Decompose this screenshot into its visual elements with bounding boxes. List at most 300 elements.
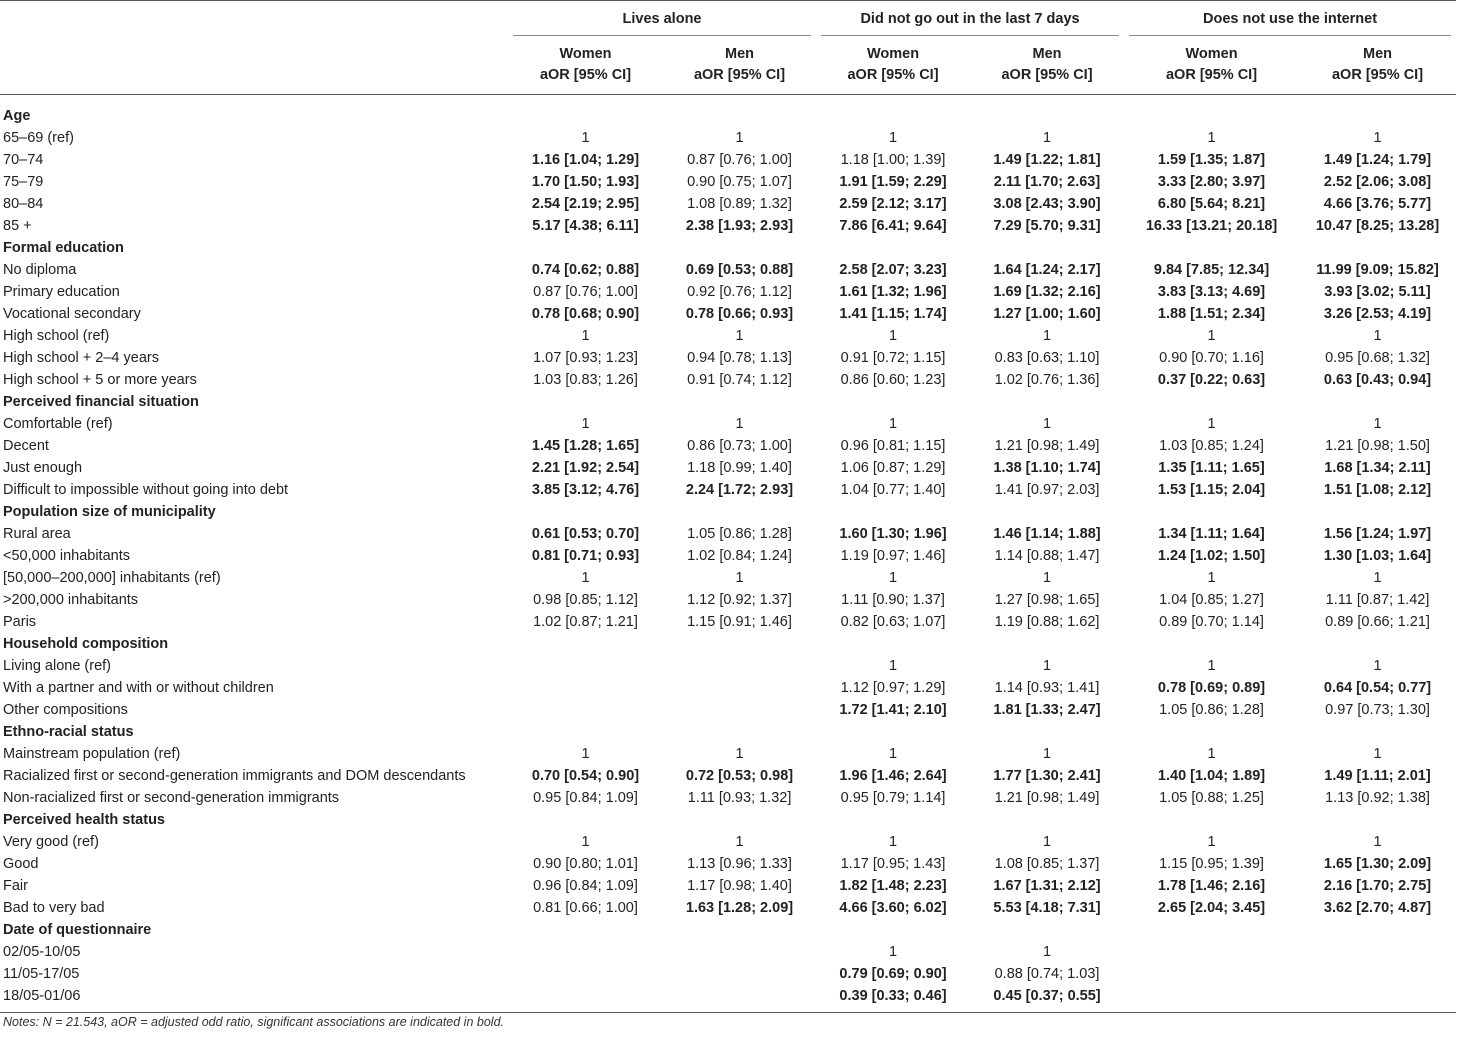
section-header-row xyxy=(0,721,1456,743)
row-label: >200,000 inhabitants xyxy=(3,592,139,608)
value-cell: 1.72 [1.41; 2.10] xyxy=(839,702,947,718)
subcolumn-header xyxy=(816,36,970,95)
value-cell: 0.91 [0.74; 1.12] xyxy=(687,372,792,388)
value-cell: 0.78 [0.69; 0.89] xyxy=(1157,680,1266,696)
group-header-lives-alone xyxy=(508,1,816,37)
value-cell: 1 xyxy=(1373,130,1382,146)
value-cell: 1.13 [0.92; 1.38] xyxy=(1325,790,1430,806)
value-cell: 1 xyxy=(1373,416,1382,432)
value-cell: 1 xyxy=(735,746,744,762)
value-cell: 1.08 [0.85; 1.37] xyxy=(994,856,1100,872)
subcolumn-header xyxy=(1124,36,1299,95)
table-body xyxy=(0,95,1456,1013)
value-cell xyxy=(1124,985,1299,1007)
table-row xyxy=(0,303,1456,325)
row-label: High school + 2–4 years xyxy=(3,350,159,366)
value-cell: 3.33 [2.80; 3.97] xyxy=(1157,174,1266,190)
value-cell: 1 xyxy=(1207,570,1216,586)
value-cell: 2.52 [2.06; 3.08] xyxy=(1323,174,1432,190)
subcolumn-sex: Women xyxy=(866,46,920,62)
table-row xyxy=(0,941,1456,963)
value-cell: 3.93 [3.02; 5.11] xyxy=(1324,284,1431,300)
value-cell: 1.18 [0.99; 1.40] xyxy=(687,460,792,476)
value-cell: 1.03 [0.85; 1.24] xyxy=(1159,438,1264,454)
value-cell: 16.33 [13.21; 20.18] xyxy=(1145,218,1278,234)
value-cell: 1.24 [1.02; 1.50] xyxy=(1157,548,1266,564)
value-cell: 1 xyxy=(888,658,898,674)
value-cell: 0.83 [0.63; 1.10] xyxy=(994,350,1100,366)
table-row xyxy=(0,589,1456,611)
label-column-header xyxy=(0,36,508,95)
value-cell: 0.70 [0.54; 0.90] xyxy=(531,768,640,784)
value-cell: 1.69 [1.32; 2.16] xyxy=(993,284,1101,300)
bottom-rule xyxy=(0,1007,1456,1013)
group-label: Did not go out in the last 7 days xyxy=(821,3,1119,36)
value-cell: 3.85 [3.12; 4.76] xyxy=(531,482,640,498)
value-cell: 0.78 [0.66; 0.93] xyxy=(685,306,794,322)
value-cell: 0.37 [0.22; 0.63] xyxy=(1157,372,1266,388)
value-cell: 0.92 [0.76; 1.12] xyxy=(687,284,792,300)
value-cell: 3.08 [2.43; 3.90] xyxy=(993,196,1101,212)
table-row xyxy=(0,897,1456,919)
row-label: Comfortable (ref) xyxy=(3,416,113,432)
value-cell: 1 xyxy=(1207,834,1216,850)
subcolumn-sex: Women xyxy=(559,46,612,62)
row-label: With a partner and with or without children xyxy=(3,680,274,696)
value-cell: 2.11 [1.70; 2.63] xyxy=(993,174,1101,190)
section-title: Household composition xyxy=(3,636,169,652)
group-header-no-internet xyxy=(1124,1,1456,37)
value-cell: 1.60 [1.30; 1.96] xyxy=(839,526,947,542)
value-cell: 0.64 [0.54; 0.77] xyxy=(1323,680,1432,696)
row-label: Decent xyxy=(3,438,49,454)
value-cell: 2.21 [1.92; 2.54] xyxy=(531,460,640,476)
value-cell: 0.69 [0.53; 0.88] xyxy=(685,262,794,278)
table-row xyxy=(0,545,1456,567)
subcolumn-sex: Men xyxy=(1363,46,1393,62)
row-label: Mainstream population (ref) xyxy=(3,746,181,762)
subcolumn-measure: aOR [95% CI] xyxy=(539,67,632,83)
value-cell: 6.80 [5.64; 8.21] xyxy=(1157,196,1266,212)
value-cell: 1.59 [1.35; 1.87] xyxy=(1157,152,1266,168)
value-cell: 0.72 [0.53; 0.98] xyxy=(685,768,794,784)
value-cell: 1.05 [0.86; 1.28] xyxy=(1159,702,1264,718)
table-row xyxy=(0,127,1456,149)
value-cell: 1.21 [0.98; 1.49] xyxy=(994,790,1100,806)
value-cell: 5.17 [4.38; 6.11] xyxy=(532,218,639,234)
value-cell xyxy=(508,941,663,963)
table-notes: Notes: N = 21.543, aOR = adjusted odd ratio, significant associations are indicated in bold. xyxy=(3,1015,504,1029)
section-header-row xyxy=(0,391,1456,413)
value-cell: 1 xyxy=(581,746,590,762)
value-cell: 0.95 [0.84; 1.09] xyxy=(533,790,638,806)
value-cell: 0.89 [0.66; 1.21] xyxy=(1325,614,1430,630)
value-cell: 1 xyxy=(735,328,744,344)
value-cell: 1 xyxy=(888,570,898,586)
value-cell: 1 xyxy=(888,944,898,960)
value-cell: 1.17 [0.95; 1.43] xyxy=(840,856,946,872)
value-cell: 1 xyxy=(1207,658,1216,674)
value-cell: 1.27 [0.98; 1.65] xyxy=(994,592,1100,608)
table-row xyxy=(0,149,1456,171)
value-cell: 1 xyxy=(888,416,898,432)
value-cell xyxy=(663,677,816,699)
value-cell: 1.82 [1.48; 2.23] xyxy=(839,878,947,894)
table-row xyxy=(0,831,1456,853)
value-cell: 1 xyxy=(1207,328,1216,344)
value-cell xyxy=(663,941,816,963)
value-cell: 1 xyxy=(1373,834,1382,850)
value-cell: 1.17 [0.98; 1.40] xyxy=(687,878,792,894)
spacer-cell xyxy=(0,95,1456,106)
value-cell xyxy=(1299,941,1456,963)
value-cell: 0.97 [0.73; 1.30] xyxy=(1325,702,1430,718)
bottom-rule-row xyxy=(0,1007,1456,1013)
value-cell xyxy=(663,655,816,677)
row-label: Vocational secondary xyxy=(3,306,141,322)
group-label: Does not use the internet xyxy=(1129,3,1451,36)
table-row xyxy=(0,677,1456,699)
row-label: 11/05-17/05 xyxy=(3,966,80,982)
section-title: Perceived financial situation xyxy=(3,394,199,410)
value-cell: 1.77 [1.30; 2.41] xyxy=(993,768,1101,784)
value-cell: 1.02 [0.76; 1.36] xyxy=(994,372,1100,388)
value-cell xyxy=(1124,963,1299,985)
value-cell: 1.07 [0.93; 1.23] xyxy=(533,350,638,366)
table-row xyxy=(0,457,1456,479)
value-cell: 1 xyxy=(735,570,744,586)
value-cell: 4.66 [3.60; 6.02] xyxy=(839,900,947,916)
row-label: Good xyxy=(3,856,39,872)
value-cell: 1.30 [1.03; 1.64] xyxy=(1323,548,1432,564)
value-cell: 1.11 [0.93; 1.32] xyxy=(687,790,792,806)
row-label: Very good (ref) xyxy=(3,834,99,850)
value-cell: 1.14 [0.93; 1.41] xyxy=(994,680,1100,696)
row-label: Rural area xyxy=(3,526,71,542)
value-cell: 1.02 [0.84; 1.24] xyxy=(687,548,792,564)
value-cell: 2.59 [2.12; 3.17] xyxy=(839,196,947,212)
value-cell: 3.26 [2.53; 4.19] xyxy=(1323,306,1432,322)
value-cell: 0.39 [0.33; 0.46] xyxy=(839,988,947,1004)
value-cell: 0.87 [0.76; 1.00] xyxy=(687,152,792,168)
value-cell: 0.95 [0.79; 1.14] xyxy=(840,790,946,806)
value-cell: 1.21 [0.98; 1.49] xyxy=(994,438,1100,454)
value-cell: 1 xyxy=(735,834,744,850)
table-row xyxy=(0,765,1456,787)
subcolumn-header xyxy=(508,36,663,95)
value-cell: 1 xyxy=(1042,944,1052,960)
value-cell: 1.49 [1.11; 2.01] xyxy=(1324,768,1431,784)
value-cell: 1.67 [1.31; 2.12] xyxy=(993,878,1101,894)
row-label: 65–69 (ref) xyxy=(3,130,74,146)
table-row xyxy=(0,413,1456,435)
value-cell: 0.90 [0.80; 1.01] xyxy=(533,856,638,872)
group-header-did-not-go-out xyxy=(816,1,1124,37)
value-cell: 7.29 [5.70; 9.31] xyxy=(993,218,1101,234)
table-row xyxy=(0,215,1456,237)
value-cell: 9.84 [7.85; 12.34] xyxy=(1153,262,1270,278)
subcolumn-sex: Women xyxy=(1185,46,1238,62)
value-cell: 1.38 [1.10; 1.74] xyxy=(993,460,1101,476)
table-row xyxy=(0,787,1456,809)
value-cell: 1.64 [1.24; 2.17] xyxy=(993,262,1101,278)
value-cell: 0.74 [0.62; 0.88] xyxy=(531,262,640,278)
table-row xyxy=(0,369,1456,391)
value-cell: 1.70 [1.50; 1.93] xyxy=(531,174,640,190)
value-cell: 0.86 [0.60; 1.23] xyxy=(840,372,946,388)
value-cell: 1 xyxy=(581,416,590,432)
value-cell xyxy=(663,985,816,1007)
section-header-row xyxy=(0,633,1456,655)
row-label: Non-racialized first or second-generation immigrants xyxy=(3,790,340,806)
row-label: High school + 5 or more years xyxy=(3,372,197,388)
value-cell xyxy=(508,963,663,985)
value-cell: 0.98 [0.85; 1.12] xyxy=(533,592,638,608)
row-label: 02/05-10/05 xyxy=(3,944,81,960)
table-row xyxy=(0,743,1456,765)
group-label: Lives alone xyxy=(513,3,811,36)
value-cell: 0.45 [0.37; 0.55] xyxy=(993,988,1101,1004)
value-cell: 0.88 [0.74; 1.03] xyxy=(994,966,1100,982)
table-row xyxy=(0,963,1456,985)
value-cell: 1.15 [0.95; 1.39] xyxy=(1159,856,1264,872)
value-cell: 1.49 [1.24; 1.79] xyxy=(1323,152,1432,168)
value-cell xyxy=(508,985,663,1007)
value-cell: 0.78 [0.68; 0.90] xyxy=(531,306,640,322)
value-cell: 1 xyxy=(1042,570,1052,586)
value-cell: 1.46 [1.14; 1.88] xyxy=(993,526,1101,542)
table-row xyxy=(0,655,1456,677)
section-title: Ethno-racial status xyxy=(3,724,134,740)
value-cell: 1.65 [1.30; 2.09] xyxy=(1323,856,1432,872)
value-cell: 2.24 [1.72; 2.93] xyxy=(685,482,794,498)
subcolumn-measure: aOR [95% CI] xyxy=(693,67,786,83)
table-row xyxy=(0,985,1456,1007)
value-cell: 1.27 [1.00; 1.60] xyxy=(993,306,1101,322)
subcolumn-measure: aOR [95% CI] xyxy=(1165,67,1258,83)
value-cell xyxy=(1124,941,1299,963)
subcolumn-sex: Men xyxy=(1032,46,1062,62)
value-cell: 1.05 [0.86; 1.28] xyxy=(687,526,792,542)
row-label: No diploma xyxy=(3,262,77,278)
table-row xyxy=(0,325,1456,347)
value-cell: 1.04 [0.77; 1.40] xyxy=(840,482,946,498)
table-row xyxy=(0,193,1456,215)
value-cell xyxy=(508,699,663,721)
section-title: Population size of municipality xyxy=(3,504,216,520)
value-cell: 1.12 [0.92; 1.37] xyxy=(687,592,792,608)
value-cell: 1 xyxy=(1042,416,1052,432)
value-cell: 1.56 [1.24; 1.97] xyxy=(1323,526,1432,542)
row-label: High school (ref) xyxy=(3,328,110,344)
subcolumn-header-row xyxy=(0,36,1456,95)
value-cell: 0.82 [0.63; 1.07] xyxy=(840,614,946,630)
value-cell: 1.18 [1.00; 1.39] xyxy=(840,152,946,168)
table-row xyxy=(0,523,1456,545)
value-cell: 1.19 [0.88; 1.62] xyxy=(994,614,1100,630)
section-header-row xyxy=(0,919,1456,941)
section-title: Perceived health status xyxy=(3,812,165,828)
section-title: Date of questionnaire xyxy=(3,922,152,938)
row-label: Primary education xyxy=(3,284,120,300)
value-cell: 0.79 [0.69; 0.90] xyxy=(839,966,947,982)
value-cell: 0.81 [0.66; 1.00] xyxy=(533,900,638,916)
value-cell: 0.89 [0.70; 1.14] xyxy=(1159,614,1264,630)
value-cell xyxy=(1299,985,1456,1007)
table-row xyxy=(0,171,1456,193)
value-cell xyxy=(663,963,816,985)
value-cell: 1 xyxy=(735,130,744,146)
value-cell: 1.05 [0.88; 1.25] xyxy=(1159,790,1264,806)
value-cell: 1.40 [1.04; 1.89] xyxy=(1157,768,1266,784)
row-label: 85 + xyxy=(3,218,32,234)
value-cell xyxy=(1299,963,1456,985)
subcolumn-measure: aOR [95% CI] xyxy=(847,67,939,83)
value-cell: 0.95 [0.68; 1.32] xyxy=(1325,350,1430,366)
row-label: Just enough xyxy=(3,460,83,476)
spacer-row xyxy=(0,95,1456,106)
row-label: Racialized first or second-generation immigrants and DOM descendants xyxy=(3,768,466,784)
value-cell: 0.61 [0.53; 0.70] xyxy=(531,526,640,542)
value-cell: 0.90 [0.75; 1.07] xyxy=(687,174,792,190)
value-cell xyxy=(508,655,663,677)
subcolumn-header xyxy=(663,36,816,95)
value-cell: 1.53 [1.15; 2.04] xyxy=(1157,482,1266,498)
table-row xyxy=(0,853,1456,875)
value-cell: 1.11 [0.87; 1.42] xyxy=(1325,592,1430,608)
value-cell: 1 xyxy=(1373,570,1382,586)
value-cell: 1 xyxy=(1042,746,1052,762)
value-cell: 1.63 [1.28; 2.09] xyxy=(685,900,794,916)
value-cell: 2.54 [2.19; 2.95] xyxy=(531,196,640,212)
corner-cell xyxy=(0,1,508,37)
value-cell: 0.81 [0.71; 0.93] xyxy=(531,548,640,564)
value-cell: 10.47 [8.25; 13.28] xyxy=(1315,218,1440,234)
subcolumn-measure: aOR [95% CI] xyxy=(1331,67,1424,83)
table-row xyxy=(0,281,1456,303)
value-cell: 7.86 [6.41; 9.64] xyxy=(839,218,947,234)
value-cell: 1 xyxy=(1042,658,1052,674)
row-label: 18/05-01/06 xyxy=(3,988,81,1004)
value-cell: 2.65 [2.04; 3.45] xyxy=(1157,900,1266,916)
value-cell: 1.45 [1.28; 1.65] xyxy=(531,438,640,454)
row-label: Other compositions xyxy=(3,702,128,718)
value-cell: 0.96 [0.81; 1.15] xyxy=(840,438,946,454)
table-row xyxy=(0,347,1456,369)
section-header-row xyxy=(0,809,1456,831)
section-header-row xyxy=(0,105,1456,127)
section-header-row xyxy=(0,237,1456,259)
value-cell: 1.61 [1.32; 1.96] xyxy=(839,284,947,300)
value-cell: 1 xyxy=(888,834,898,850)
value-cell: 1.16 [1.04; 1.29] xyxy=(531,152,640,168)
value-cell: 3.62 [2.70; 4.87] xyxy=(1323,900,1432,916)
value-cell: 1.02 [0.87; 1.21] xyxy=(533,614,638,630)
value-cell: 1 xyxy=(1207,746,1216,762)
value-cell: 1.03 [0.83; 1.26] xyxy=(533,372,638,388)
value-cell: 1 xyxy=(735,416,744,432)
value-cell: 1.14 [0.88; 1.47] xyxy=(994,548,1100,564)
subcolumn-measure: aOR [95% CI] xyxy=(1001,67,1093,83)
value-cell: 1.19 [0.97; 1.46] xyxy=(840,548,946,564)
table-row xyxy=(0,435,1456,457)
value-cell: 1 xyxy=(888,130,898,146)
value-cell: 1 xyxy=(1042,130,1052,146)
row-label: Paris xyxy=(3,614,37,630)
value-cell: 4.66 [3.76; 5.77] xyxy=(1323,196,1432,212)
value-cell: 1 xyxy=(1207,416,1216,432)
value-cell: 1.04 [0.85; 1.27] xyxy=(1159,592,1264,608)
table-row xyxy=(0,611,1456,633)
value-cell: 2.16 [1.70; 2.75] xyxy=(1323,878,1432,894)
value-cell: 1.13 [0.96; 1.33] xyxy=(687,856,792,872)
section-title: Formal education xyxy=(3,240,124,256)
row-label: Difficult to impossible without going into debt xyxy=(3,482,289,498)
value-cell: 1.08 [0.89; 1.32] xyxy=(687,196,792,212)
value-cell: 0.86 [0.73; 1.00] xyxy=(687,438,792,454)
value-cell: 2.58 [2.07; 3.23] xyxy=(839,262,947,278)
value-cell: 0.63 [0.43; 0.94] xyxy=(1323,372,1432,388)
value-cell: 0.94 [0.78; 1.13] xyxy=(687,350,792,366)
table-row xyxy=(0,259,1456,281)
row-label: 75–79 xyxy=(3,174,44,190)
row-label: Bad to very bad xyxy=(3,900,105,916)
table-row xyxy=(0,567,1456,589)
table-row xyxy=(0,875,1456,897)
value-cell: 1 xyxy=(1207,130,1216,146)
value-cell: 1.88 [1.51; 2.34] xyxy=(1157,306,1266,322)
value-cell: 1 xyxy=(581,130,590,146)
value-cell: 1.34 [1.11; 1.64] xyxy=(1158,526,1265,542)
value-cell: 1.96 [1.46; 2.64] xyxy=(839,768,947,784)
value-cell: 1.51 [1.08; 2.12] xyxy=(1323,482,1432,498)
value-cell: 1 xyxy=(581,570,590,586)
value-cell: 1.12 [0.97; 1.29] xyxy=(840,680,946,696)
row-label: [50,000–200,000] inhabitants (ref) xyxy=(3,570,221,586)
value-cell: 1 xyxy=(1373,658,1382,674)
value-cell: 1 xyxy=(1042,834,1052,850)
value-cell: 1.78 [1.46; 2.16] xyxy=(1157,878,1266,894)
value-cell: 5.53 [4.18; 7.31] xyxy=(993,900,1101,916)
section-header-row xyxy=(0,501,1456,523)
row-label: 70–74 xyxy=(3,152,44,168)
table-row xyxy=(0,699,1456,721)
value-cell: 0.96 [0.84; 1.09] xyxy=(533,878,638,894)
value-cell: 1.41 [1.15; 1.74] xyxy=(839,306,947,322)
value-cell: 1 xyxy=(581,834,590,850)
value-cell: 1.35 [1.11; 1.65] xyxy=(1158,460,1265,476)
value-cell: 1.21 [0.98; 1.50] xyxy=(1325,438,1430,454)
value-cell xyxy=(508,677,663,699)
value-cell: 3.83 [3.13; 4.69] xyxy=(1157,284,1266,300)
value-cell: 1 xyxy=(1373,328,1382,344)
row-label: Living alone (ref) xyxy=(3,658,111,674)
value-cell: 2.38 [1.93; 2.93] xyxy=(685,218,794,234)
subcolumn-header xyxy=(970,36,1124,95)
section-title: Age xyxy=(3,108,31,124)
value-cell: 11.99 [9.09; 15.82] xyxy=(1316,262,1439,278)
value-cell xyxy=(663,699,816,721)
value-cell: 1 xyxy=(888,746,898,762)
value-cell: 1.81 [1.33; 2.47] xyxy=(993,702,1101,718)
subcolumn-sex: Men xyxy=(725,46,754,62)
group-header-row xyxy=(0,1,1456,37)
row-label: Fair xyxy=(3,878,28,894)
value-cell: 0.90 [0.70; 1.16] xyxy=(1159,350,1264,366)
subcolumn-header xyxy=(1299,36,1456,95)
row-label: 80–84 xyxy=(3,196,44,212)
value-cell: 1.06 [0.87; 1.29] xyxy=(840,460,946,476)
